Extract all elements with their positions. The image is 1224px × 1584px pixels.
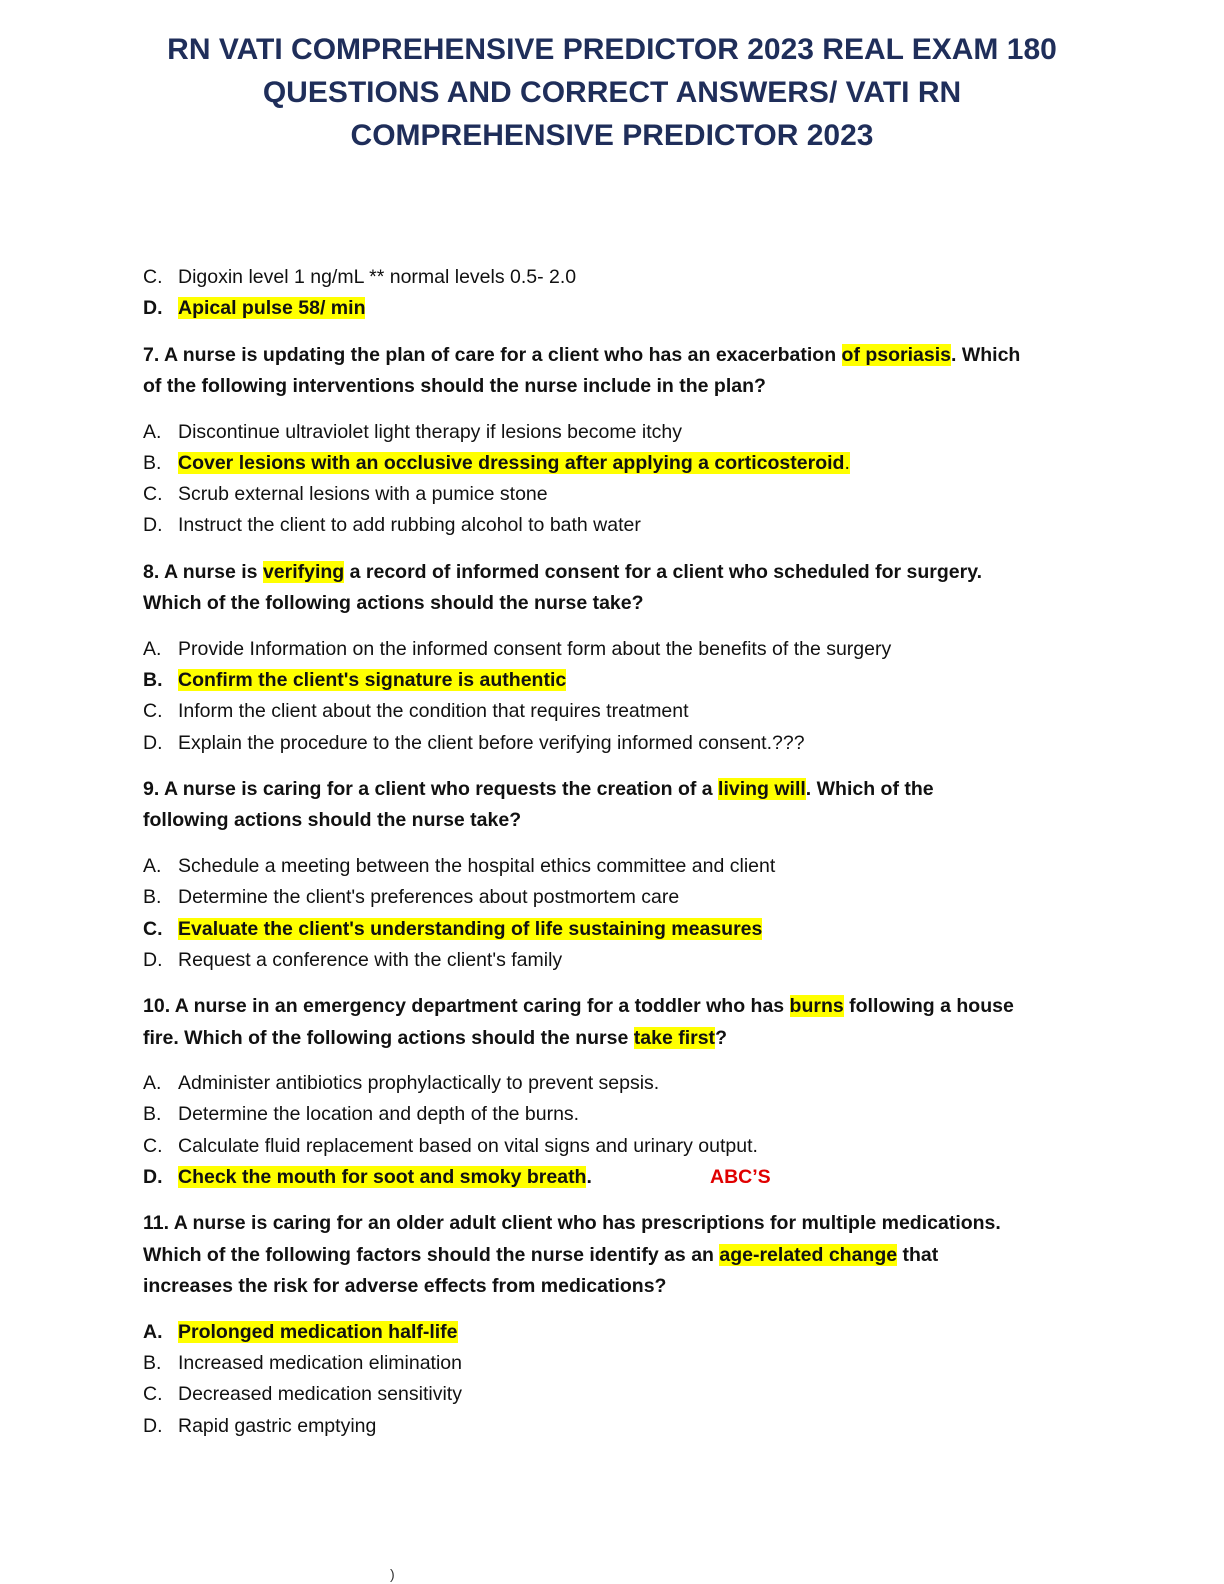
highlighted-answer: Cover lesions with an occlusive dressing after applying a corticosteroid <box>178 451 845 474</box>
option-text: Administer antibiotics prophylactically to prevent sepsis. <box>178 1072 660 1095</box>
q7-option-a <box>143 417 1083 448</box>
option-letter: B. <box>143 669 163 692</box>
option-letter: C. <box>143 1383 163 1406</box>
option-text: Inform the client about the condition that requires treatment <box>178 700 689 723</box>
q10-option-a <box>143 1068 1083 1099</box>
q10-option-c <box>143 1131 1083 1162</box>
question-text: Which of the following factors should the nurse identify as an <box>143 1243 720 1266</box>
option-letter: B. <box>143 1103 162 1126</box>
highlighted-answer: Prolonged medication half-life <box>178 1320 458 1343</box>
question-text: a record of informed consent for a client who scheduled for surgery. <box>344 560 983 583</box>
option-letter: B. <box>143 451 162 474</box>
option-letter: A. <box>143 854 162 877</box>
q9-option-c <box>143 914 1083 945</box>
question-text: increases the risk for adverse effects from medications? <box>143 1275 667 1298</box>
highlighted-keyword: burns <box>789 995 844 1018</box>
option-letter: C. <box>143 917 163 940</box>
option-text: Instruct the client to add rubbing alcohol to bath water <box>178 514 641 537</box>
option-letter: D. <box>143 948 163 971</box>
option-letter: A. <box>143 1072 162 1095</box>
option-text: Request a conference with the client's family <box>178 948 563 971</box>
question-11 <box>143 1208 1083 1303</box>
question-10 <box>143 991 1083 1054</box>
option-letter: C. <box>143 700 163 723</box>
highlighted-keyword: take first <box>633 1026 716 1049</box>
highlighted-answer: Confirm the client's signature is authentic <box>178 669 567 692</box>
question-text: 8. A nurse is <box>143 560 263 583</box>
option-tail: . <box>586 1166 592 1189</box>
question-9 <box>143 774 1083 837</box>
q6-option-c <box>143 262 1083 293</box>
option-text: Calculate fluid replacement based on vital signs and urinary output. <box>178 1134 758 1157</box>
question-text: . Which of the <box>805 777 934 800</box>
title-line: COMPREHENSIVE PREDICTOR 2023 <box>350 119 874 152</box>
question-text: 9. A nurse is caring for a client who requests the creation of a <box>143 777 719 800</box>
question-text: ? <box>715 1026 727 1049</box>
document-title <box>100 28 1124 157</box>
option-text: Discontinue ultraviolet light therapy if lesions become itchy <box>178 420 683 443</box>
highlighted-answer: Check the mouth for soot and smoky breath <box>178 1166 587 1189</box>
option-letter: B. <box>143 886 162 909</box>
q9-option-a <box>143 851 1083 882</box>
title-line: QUESTIONS AND CORRECT ANSWERS/ VATI RN <box>262 76 962 109</box>
q8-option-b <box>143 665 1083 696</box>
q11-option-c <box>143 1379 1083 1410</box>
highlighted-keyword: of psoriasis <box>841 343 951 366</box>
option-letter: A. <box>143 420 162 443</box>
q11-option-a <box>143 1317 1083 1348</box>
q10-option-b <box>143 1099 1083 1130</box>
option-letter: C. <box>143 1134 163 1157</box>
question-text: Which of the following actions should the nurse take? <box>143 592 644 615</box>
highlighted-keyword: verifying <box>262 560 345 583</box>
q7-option-b <box>143 448 1083 479</box>
q8-option-a <box>143 634 1083 665</box>
highlighted-keyword: age-related change <box>719 1243 898 1266</box>
question-text: 11. A nurse is caring for an older adult client who has prescriptions for multiple medications. <box>143 1212 1001 1235</box>
option-letter: C. <box>143 483 163 506</box>
highlighted-keyword: living will <box>718 777 806 800</box>
q9-option-b <box>143 882 1083 913</box>
question-7 <box>143 340 1083 403</box>
option-text: Schedule a meeting between the hospital ethics committee and client <box>178 854 776 877</box>
annotation-note: ABC’S <box>710 1166 771 1189</box>
option-text: Decreased medication sensitivity <box>178 1383 462 1406</box>
option-text: Provide Information on the informed consent form about the benefits of the surgery <box>178 637 892 660</box>
question-text: following actions should the nurse take? <box>143 809 522 832</box>
question-text: fire. Which of the following actions should the nurse <box>143 1026 634 1049</box>
question-text: . Which <box>951 343 1021 366</box>
option-letter: D. <box>143 1414 163 1437</box>
q6-option-d <box>143 293 1083 324</box>
option-letter: D. <box>143 297 163 320</box>
highlighted-answer: Apical pulse 58/ min <box>178 297 366 320</box>
option-letter: A. <box>143 637 162 660</box>
question-text: following a house <box>843 995 1014 1018</box>
option-text: Rapid gastric emptying <box>178 1414 377 1437</box>
question-8 <box>143 557 1083 620</box>
footer-mark: ) <box>390 1566 395 1582</box>
document-body <box>143 262 1083 1442</box>
q11-option-b <box>143 1348 1083 1379</box>
option-text: Increased medication elimination <box>178 1352 462 1375</box>
option-letter: A. <box>143 1320 163 1343</box>
question-text: 7. A nurse is updating the plan of care for a client who has an exacerbation <box>143 343 842 366</box>
option-letter: B. <box>143 1352 162 1375</box>
option-text: Determine the client's preferences about postmortem care <box>178 886 680 909</box>
q10-option-d <box>143 1162 1083 1193</box>
q7-option-c <box>143 479 1083 510</box>
option-letter: D. <box>143 514 163 537</box>
option-text: Explain the procedure to the client before verifying informed consent.??? <box>178 731 805 754</box>
q7-option-d <box>143 510 1083 541</box>
question-text: 10. A nurse in an emergency department caring for a toddler who has <box>143 995 790 1018</box>
option-text: Digoxin level 1 ng/mL ** normal levels 0.5- 2.0 <box>178 266 577 288</box>
highlighted-answer: Evaluate the client's understanding of life sustaining measures <box>178 917 763 940</box>
question-text: that <box>897 1243 939 1266</box>
option-letter: D. <box>143 731 163 754</box>
option-letter: D. <box>143 1166 163 1189</box>
q8-option-d <box>143 728 1083 759</box>
option-tail: . <box>844 451 850 474</box>
question-text: of the following interventions should the nurse include in the plan? <box>143 375 766 398</box>
q9-option-d <box>143 945 1083 976</box>
title-line: RN VATI COMPREHENSIVE PREDICTOR 2023 REAL EXAM 180 <box>167 33 1057 66</box>
q11-option-d <box>143 1411 1083 1442</box>
option-text: Scrub external lesions with a pumice stone <box>178 483 548 506</box>
q8-option-c <box>143 696 1083 727</box>
option-text: Determine the location and depth of the burns. <box>178 1103 580 1126</box>
option-letter: C. <box>143 266 163 288</box>
